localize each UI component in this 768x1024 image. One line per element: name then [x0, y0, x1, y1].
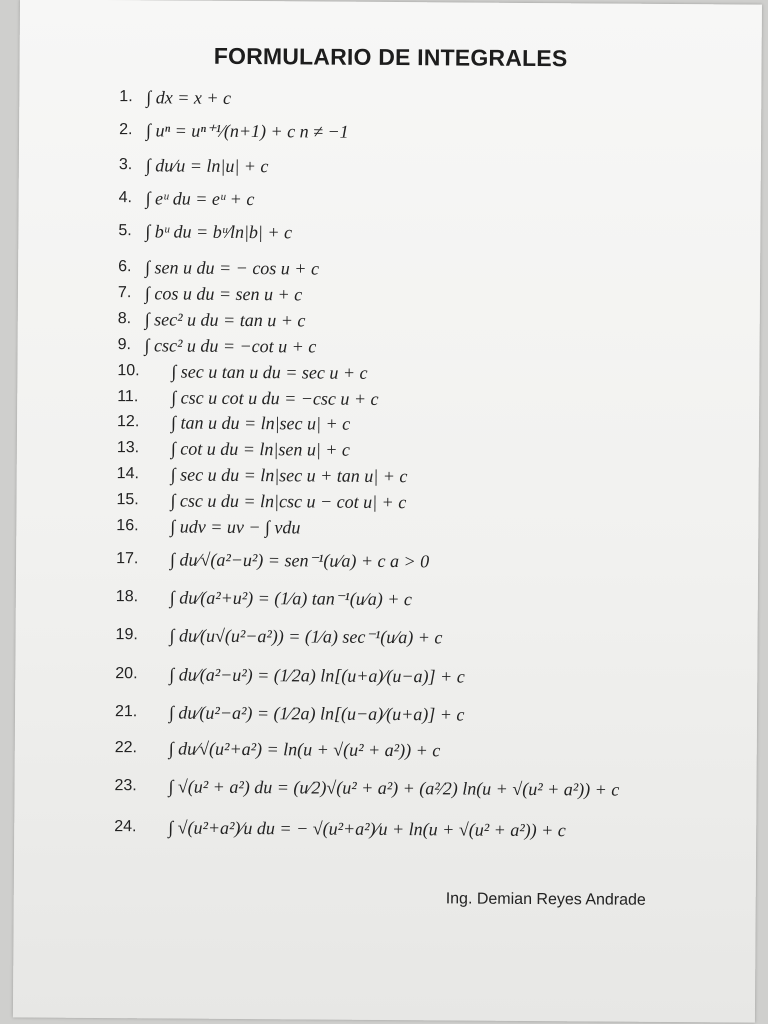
formula-expression: ∫ csc u du = ln|csc u − cot u| + c — [170, 490, 407, 512]
formula-row — [118, 282, 302, 303]
formula-row — [117, 463, 408, 485]
formula-number: 3. — [118, 155, 133, 174]
formula-row — [119, 86, 231, 107]
formula-row — [118, 220, 292, 241]
formula-number: 4. — [118, 188, 133, 207]
formula-expression: ∫ cos u du = sen u + c — [144, 283, 303, 305]
formula-row — [119, 154, 269, 175]
formula-number: 23. — [114, 776, 137, 795]
formula-number: 18. — [115, 587, 139, 606]
document-title: FORMULARIO DE INTEGRALES — [213, 42, 568, 72]
formula-number: 14. — [116, 464, 140, 483]
formula-number: 1. — [119, 87, 133, 106]
formula-row — [116, 586, 412, 608]
formula-expression: ∫ dx = x + c — [146, 87, 232, 108]
formula-row — [118, 256, 319, 277]
formula-row — [116, 515, 300, 536]
formula-row — [116, 548, 429, 570]
author-signature: Ing. Demian Reyes Andrade — [445, 890, 646, 909]
formula-number: 17. — [116, 549, 139, 568]
formula-expression: ∫ eᵘ du = eᵘ + c — [145, 188, 255, 209]
formula-row — [118, 334, 317, 355]
formula-number: 16. — [116, 516, 139, 535]
formula-expression: ∫ √(u²+a²)⁄u du = − √(u²+a²)⁄u + ln(u + √(u² + a²)) + c — [168, 817, 566, 841]
formula-row — [114, 775, 619, 798]
formula-number: 15. — [116, 490, 139, 509]
formula-row — [117, 411, 350, 433]
formula-row — [119, 187, 255, 208]
formula-row — [117, 360, 367, 382]
formula-row — [119, 119, 349, 140]
formula-number: 24. — [114, 817, 137, 836]
formula-row — [116, 489, 406, 511]
formula-number: 7. — [117, 283, 132, 302]
formula-expression: ∫ cot u du = ln|sen u| + c — [170, 438, 351, 460]
formula-row — [117, 437, 350, 459]
formula-row — [115, 663, 465, 685]
formula-sheet — [13, 0, 762, 1023]
formula-expression: ∫ du⁄(u√(u²−a²)) = (1⁄a) sec⁻¹(u⁄a) + c — [169, 625, 443, 648]
formula-expression: ∫ udv = uv − ∫ vdu — [170, 516, 301, 538]
formula-number: 6. — [118, 257, 132, 276]
formula-number: 11. — [117, 387, 139, 406]
formula-number: 9. — [117, 335, 132, 354]
formula-number: 2. — [119, 120, 133, 139]
formula-expression: ∫ tan u du = ln|sec u| + c — [170, 412, 351, 434]
formula-number: 22. — [114, 738, 138, 757]
formula-number: 20. — [115, 664, 138, 683]
formula-expression: ∫ bᵘ du = bᵘ⁄ln|b| + c — [145, 221, 293, 243]
formula-expression: ∫ du⁄(a²−u²) = (1⁄2a) ln[(u+a)⁄(u−a)] + c — [169, 664, 465, 687]
formula-expression: ∫ du⁄u = ln|u| + c — [145, 155, 269, 177]
formula-expression: ∫ csc u cot u du = −csc u + c — [171, 387, 379, 409]
formula-expression: ∫ sec u du = ln|sec u + tan u| + c — [170, 464, 408, 487]
formula-expression: ∫ √(u² + a²) du = (u⁄2)√(u² + a²) + (a²⁄2) ln(u + √(u² + a²)) + c — [168, 776, 620, 800]
formula-number: 19. — [115, 625, 138, 644]
formula-list — [114, 86, 739, 841]
formula-expression: ∫ sec u tan u du = sec u + c — [171, 361, 368, 383]
formula-row — [115, 701, 465, 723]
formula-number: 12. — [117, 412, 140, 431]
formula-expression: ∫ du⁄(a²+u²) = (1⁄a) tan⁻¹(u⁄a) + c — [169, 587, 412, 610]
formula-number: 8. — [117, 309, 132, 328]
formula-number: 5. — [118, 221, 132, 240]
formula-expression: ∫ sec² u du = tan u + c — [144, 309, 306, 331]
formula-number: 21. — [114, 702, 138, 721]
formula-number: 13. — [116, 438, 140, 457]
formula-expression: ∫ uⁿ = uⁿ⁺¹⁄(n+1) + c n ≠ −1 — [146, 120, 349, 142]
formula-row — [115, 737, 441, 759]
formula-row — [117, 386, 378, 408]
formula-number: 10. — [117, 361, 140, 380]
formula-row — [116, 624, 443, 646]
formula-expression: ∫ du⁄√(a²−u²) = sen⁻¹(u⁄a) + c a > 0 — [170, 549, 430, 572]
formula-row — [118, 308, 306, 329]
formula-expression: ∫ csc² u du = −cot u + c — [144, 335, 317, 357]
formula-expression: ∫ du⁄(u²−a²) = (1⁄2a) ln[(u−a)⁄(u+a)] + c — [168, 702, 465, 725]
formula-expression: ∫ sen u du = − cos u + c — [145, 257, 320, 279]
formula-row — [114, 816, 566, 839]
formula-expression: ∫ du⁄√(u²+a²) = ln(u + √(u² + a²)) + c — [168, 738, 441, 761]
